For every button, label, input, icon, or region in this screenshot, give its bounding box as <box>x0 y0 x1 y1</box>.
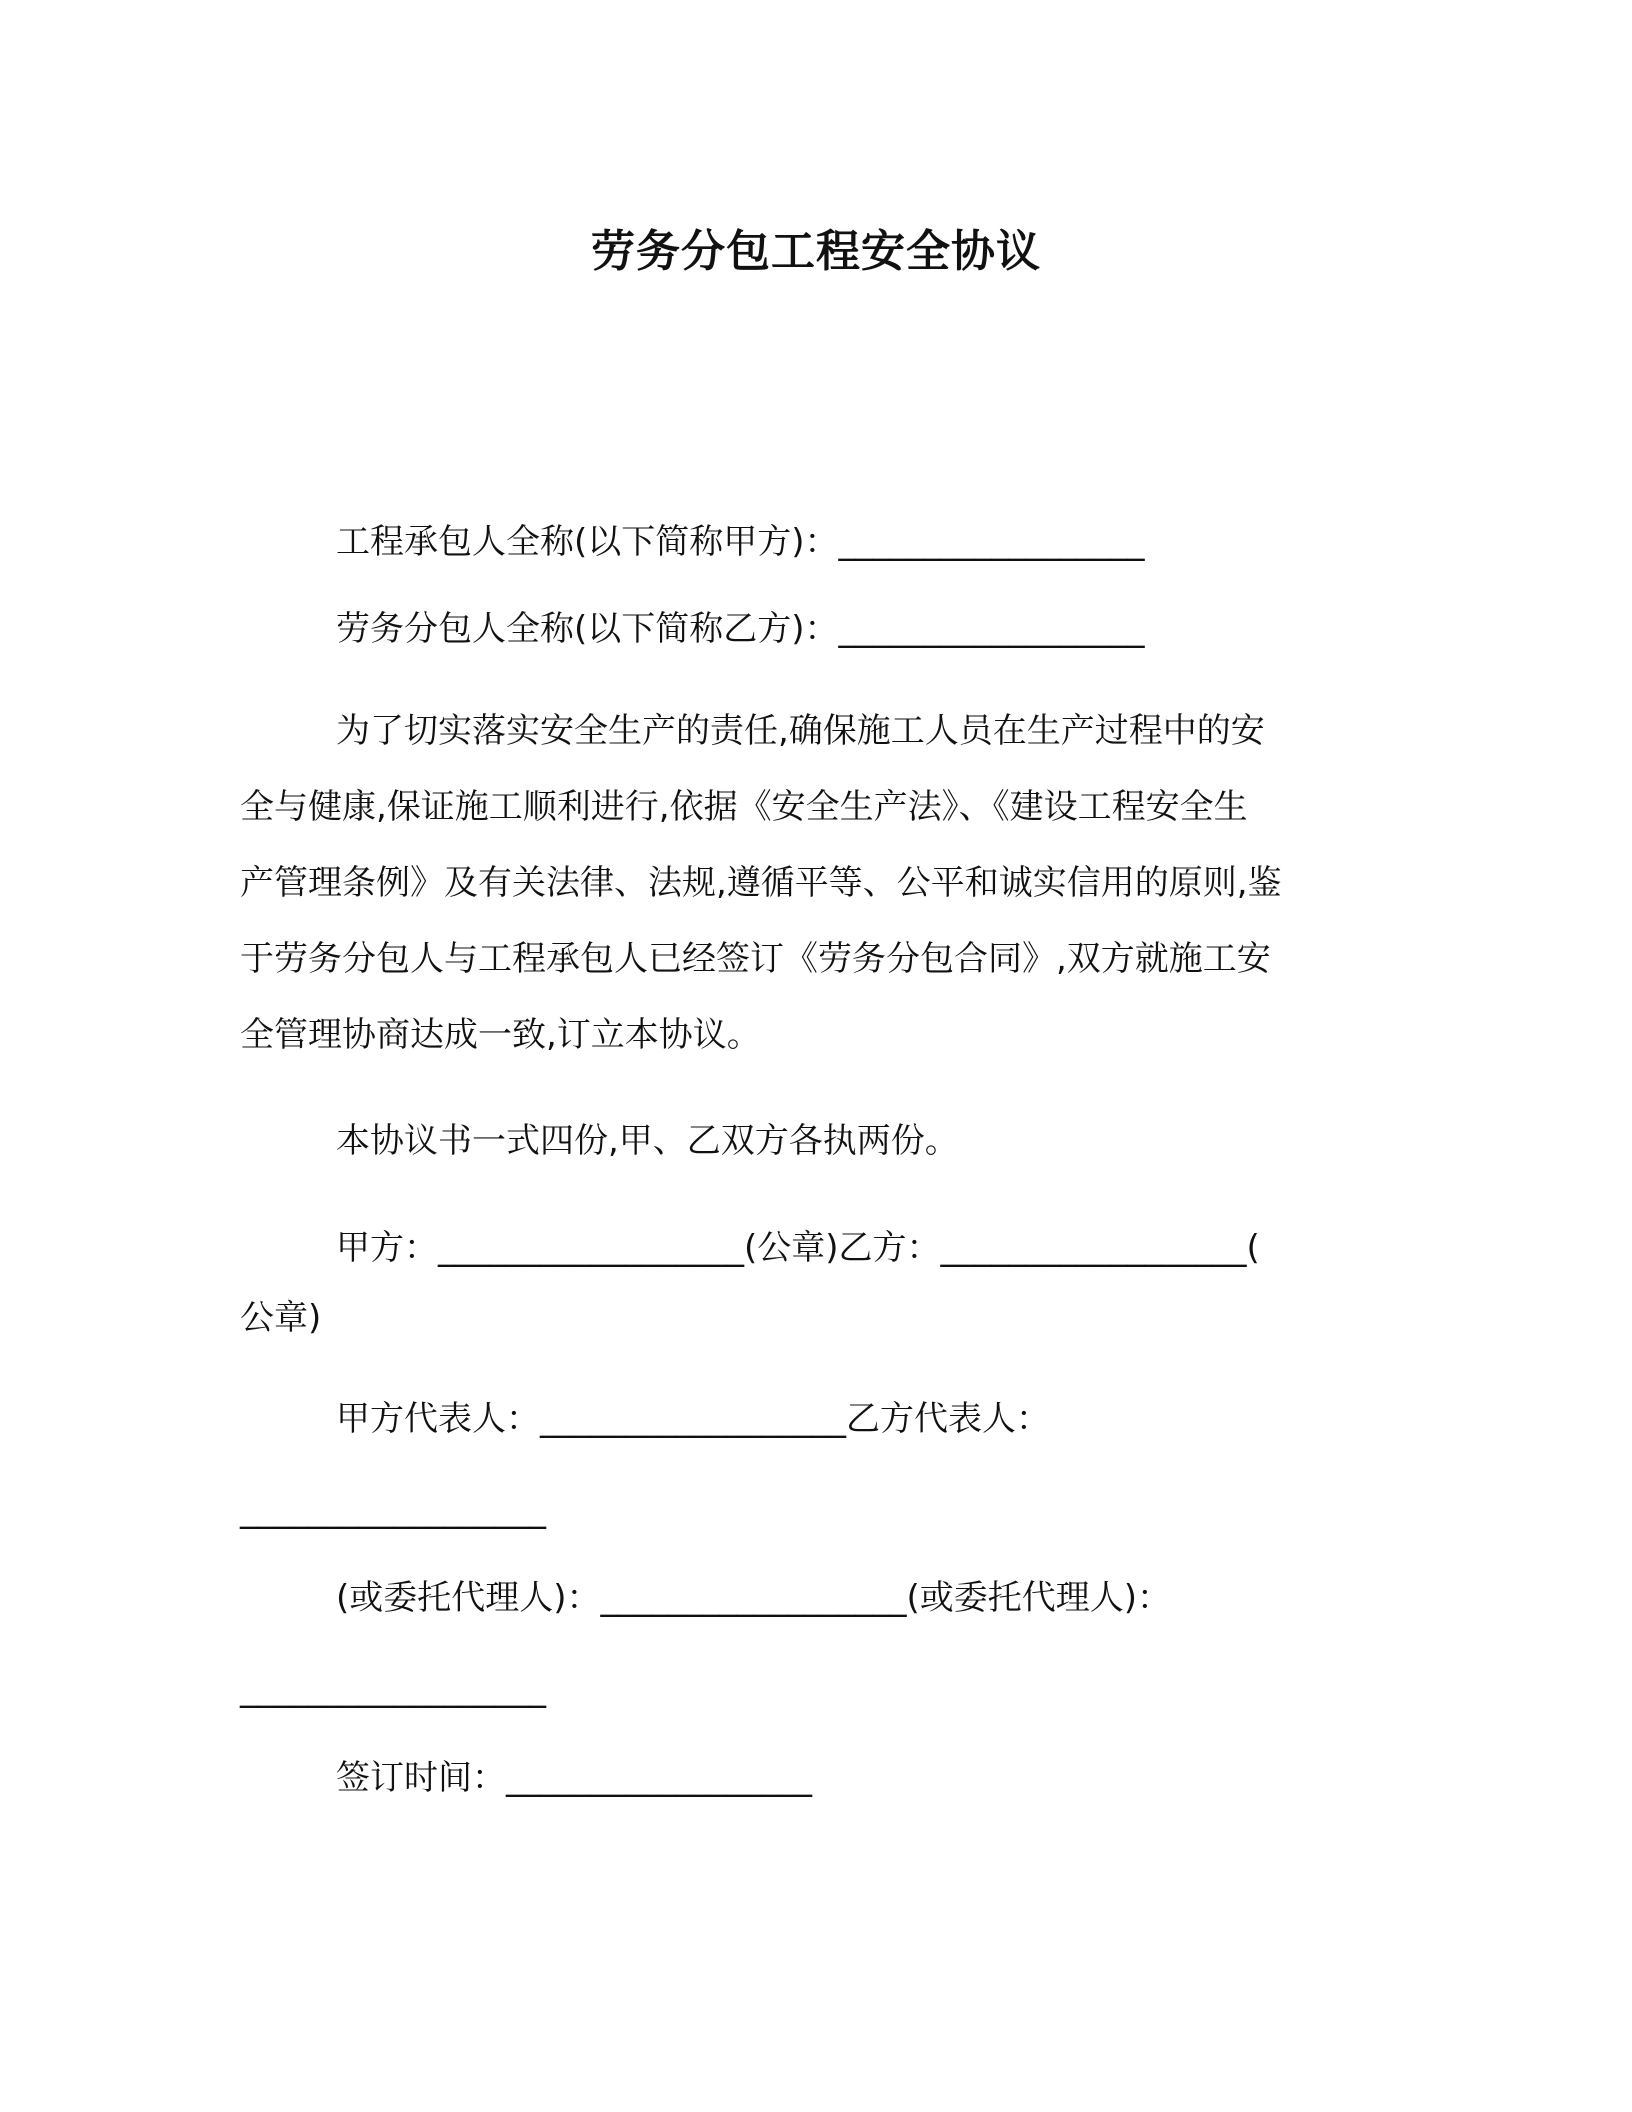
copies-line: 本协议书一式四份,甲、乙双方各执两份。 <box>336 1121 959 1161</box>
intro-line-3: 产管理条例》及有关法律、法规,遵循平等、公平和诚实信用的原则,鉴 <box>240 863 1282 903</box>
representative-line-2: __________________ <box>240 1490 546 1530</box>
seal-line-2: 公章) <box>240 1298 322 1338</box>
intro-line-4: 于劳务分包人与工程承包人已经签订《劳务分包合同》,双方就施工安 <box>240 939 1271 979</box>
document-title: 劳务分包工程安全协议 <box>591 226 1041 277</box>
signing-date-line: 签订时间：__________________ <box>336 1758 812 1798</box>
agent-line-2: __________________ <box>240 1669 546 1709</box>
party-b-line: 劳务分包人全称(以下简称乙方)：__________________ <box>336 609 1145 649</box>
seal-line-1: 甲方：__________________(公章)乙方：__________________( <box>336 1228 1260 1268</box>
representative-line-1: 甲方代表人：__________________乙方代表人： <box>336 1399 1050 1439</box>
agent-line-1: (或委托代理人)：__________________(或委托代理人)： <box>336 1578 1172 1618</box>
intro-line-5: 全管理协商达成一致,订立本协议。 <box>240 1015 761 1055</box>
party-a-line: 工程承包人全称(以下简称甲方)：__________________ <box>336 522 1145 562</box>
intro-line-1: 为了切实落实安全生产的责任,确保施工人员在生产过程中的安 <box>336 711 1265 751</box>
intro-line-2: 全与健康,保证施工顺利进行,依据《安全生产法》、《建设工程安全生 <box>240 787 1248 827</box>
